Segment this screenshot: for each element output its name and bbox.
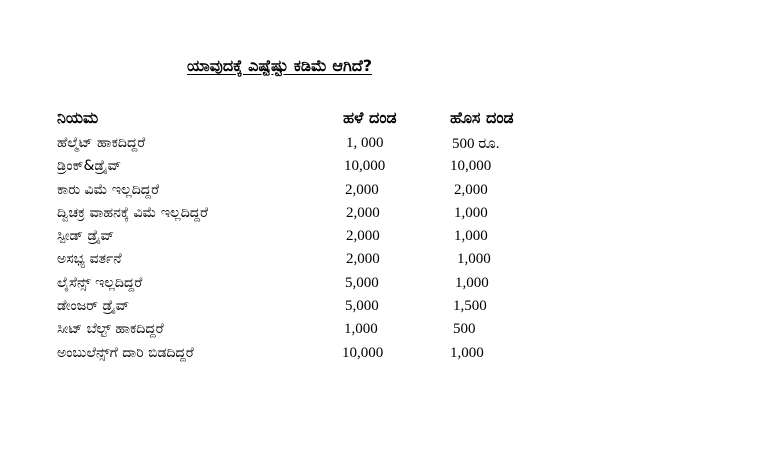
rule-cell: ಹೆಲ್ಮೆಟ್ ಹಾಕದಿದ್ದರೆ [57, 135, 146, 151]
old-fine-cell: 10,000 [344, 158, 386, 175]
rule-cell: ಕಾರು ವಿಮೆ ಇಲ್ಲದಿದ್ದರೆ [57, 181, 160, 198]
new-fine-cell: 10,000 [450, 158, 492, 175]
header-old-fine: ಹಳೆ ದಂಡ [343, 108, 397, 127]
rule-cell: ಡ್ರಿಂಕ್&ಡ್ರೈವ್ [57, 158, 122, 175]
new-fine-cell: 1,000 [455, 274, 489, 291]
rule-cell: ಸೀಟ್ ಬೆಲ್ಟ್ ಹಾಕದಿದ್ದರೆ [57, 321, 164, 338]
new-fine-cell: 1,000 [457, 251, 491, 268]
new-fine-cell: 1,000 [450, 344, 484, 361]
header-rule: ನಿಯಮ [57, 108, 99, 127]
old-fine-cell: 10,000 [342, 344, 384, 361]
new-fine-cell: 1,000 [454, 228, 488, 245]
rule-cell: ದ್ವಿಚಕ್ರ ವಾಹನಕ್ಕೆ ವಿಮೆ ಇಲ್ಲದಿದ್ದರೆ [57, 204, 209, 221]
old-fine-cell: 1,000 [344, 321, 378, 338]
rule-cell: ಸ್ಪೀಡ್ ಡ್ರೈವ್ [57, 228, 115, 245]
old-fine-cell: 2,000 [346, 228, 380, 245]
rule-cell: ಲೈಸೆನ್ಸ್ ಇಲ್ಲದಿದ್ದರೆ [57, 274, 143, 291]
new-fine-cell: 500 ರೂ. [452, 136, 500, 152]
new-fine-cell: 1,500 [453, 298, 487, 315]
rule-cell: ಅಸಭ್ಯ ವರ್ತನೆ [57, 251, 122, 268]
old-fine-cell: 2,000 [346, 251, 380, 268]
rule-cell: ಅಂಬುಲೆನ್ಸ್‌ಗೆ ದಾರಿ ಬಿಡದಿದ್ದರೆ [57, 344, 194, 361]
new-fine-cell: 2,000 [454, 181, 488, 198]
new-fine-cell: 500 [453, 321, 476, 338]
header-new-fine: ಹೊಸ ದಂಡ [450, 108, 514, 127]
new-fine-cell: 1,000 [454, 204, 488, 221]
old-fine-cell: 1, 000 [346, 135, 384, 151]
old-fine-cell: 5,000 [345, 298, 379, 315]
rule-cell: ಡೇಂಜರ್ ಡ್ರೈವ್ [57, 298, 130, 315]
old-fine-cell: 5,000 [345, 274, 379, 291]
old-fine-cell: 2,000 [345, 181, 379, 198]
old-fine-cell: 2,000 [346, 204, 380, 221]
page-title: ಯಾವುದಕ್ಕೆ ಎಷ್ಟೆಷ್ಟು ಕಡಿಮೆ ಆಗಿದೆ? [187, 56, 373, 75]
